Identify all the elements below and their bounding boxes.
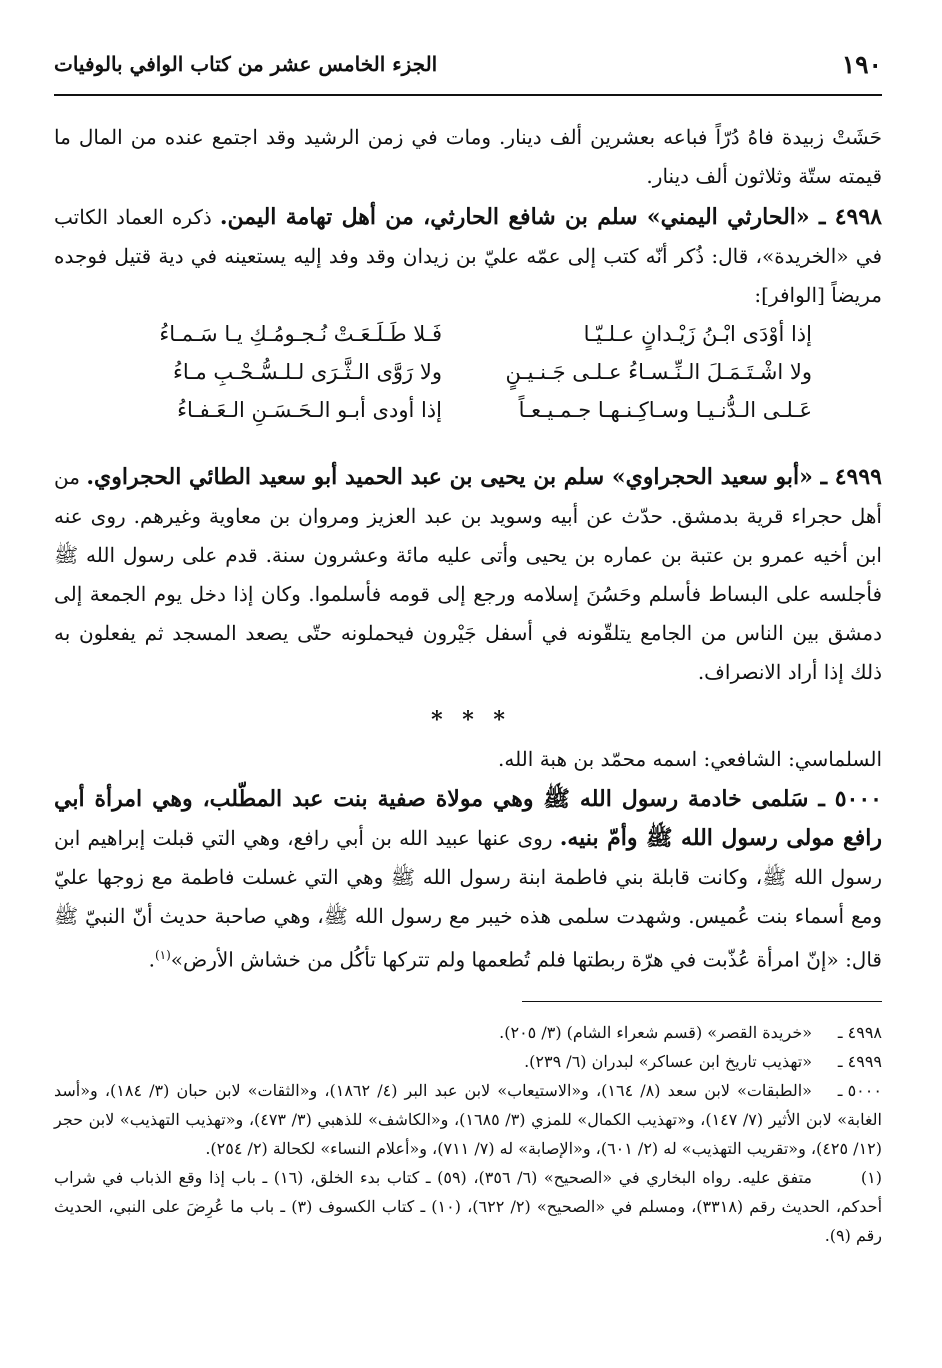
entry-4999 [54, 458, 882, 692]
header-rule [54, 94, 882, 96]
footnote [54, 1163, 882, 1250]
entry-5000-heading: ٥٠٠٠ ـ سَلمى خادمة رسول الله ﷺ وهي مولاة صفية بنت عبد المطّلب، وهي امرأة أبي رافع مولى رسول الله ﷺ وأمّ بنيه. [54, 786, 882, 851]
footnotes [54, 1018, 882, 1250]
poem-verse [112, 322, 812, 360]
running-title: الجزء الخامس عشر من كتاب الوافي بالوفيات [54, 52, 438, 76]
footnote-text: «تهذيب تاريخ ابن عساكر» لبدران (٦/ ٢٣٩). [524, 1052, 812, 1071]
poem [112, 322, 812, 436]
verse-second-hemistich: فَـلا طَـلَـعَـتْ نُـجـومُـكِ يـا سَـمـاءُ [159, 322, 442, 346]
poem-verse [112, 360, 812, 398]
footnote-rule [522, 1001, 882, 1002]
footnote [54, 1047, 882, 1076]
footnote [54, 1018, 882, 1047]
entry-4998-heading: ٤٩٩٨ ـ «الحارثي اليمني» سلم بن شافع الحارثي، من أهل تهامة اليمن. [219, 204, 882, 230]
entry-5000-end: . [148, 947, 155, 972]
running-header [54, 44, 882, 84]
verse-second-hemistich: ولا رَوَّى الـثَّـرَى لـلـسُّـحْـبِ مـاءُ [173, 360, 442, 384]
entry-4998-text: ذكره العماد الكاتب في «الخريدة»، قال: ذُكر أنّه كتب إلى عمّه عليّ بن زيدان وقد وفد إليه يستعينه في دية قتيل فوجده مريضاً [الوافر]: [54, 205, 882, 307]
entry-5000 [54, 780, 882, 980]
verse-first-hemistich: إذا أوْدَى ابْـنُ زَيْـدانٍ عـلـيّـا [583, 322, 812, 346]
verse-second-hemistich: إذا أودى أبـو الـحَـسَـنِ الـعَـفـاءُ [177, 398, 442, 422]
footnote-text: «خريدة القصر» (قسم شعراء الشام) (٣/ ٢٠٥). [499, 1023, 812, 1042]
footnote-label: (١) [860, 1168, 882, 1187]
paragraph-continuation: حَشَتْ زبيدة فاهُ دُرّاً فباعه بعشرين ألف دينار. ومات في زمن الرشيد وقد اجتمع عنده من المال ما قيمته ستّة وثلاثون ألف دينار. [54, 125, 882, 188]
cross-reference: السلماسي: الشافعي: اسمه محمّد بن هبة الله. [497, 747, 882, 771]
page-number: ١٩٠ [841, 50, 882, 79]
footnote-label: ٤٩٩٩ ـ [837, 1052, 882, 1071]
entry-4999-heading: ٤٩٩٩ ـ «أبو سعيد الحجراوي» سلم بن يحيى بن عبد الحميد أبو سعيد الطائي الحجراوي. [86, 464, 882, 490]
footnote-ref: (١) [154, 948, 171, 962]
verse-first-hemistich: عَـلـى الـدُّنـيـا وسـاكِـنـهـا جـمـيـعـاً [518, 398, 812, 422]
verse-first-hemistich: ولا اشْـتَـمَـلَ الـنِّـسـاءُ عـلـى جَـنـيـنٍ [505, 360, 812, 384]
footnote [54, 1076, 882, 1163]
footnote-label: ٤٩٩٨ ـ [837, 1023, 882, 1042]
poem-verse [112, 398, 812, 436]
footnote-text: «الطبقات» لابن سعد (٨/ ١٦٤)، و«الاستيعاب» لابن عبد البر (٤/ ١٨٦٢)، و«الثقات» لابن حبان (٣/ ١٨٤)، و«أسد الغابة» لابن الأثير (٧/ ١٤٧)، و«تهذيب الكمال» للمزي (٣/ ١٦٨٥)، و«الكاشف» للذهبي (٣/ ٤٧٣)، و«تهذيب التهذيب» لابن حجر (١٢/ ٤٢٥)، و«تقريب التهذيب» له (٢/ ٦٠١)، و«الإصابة» له (٧/ ٧١١)، و«أعلام النساء» لكحالة (٢/ ٢٥٤). [54, 1081, 882, 1158]
section-separator: * * * [431, 707, 511, 733]
footnote-label: ٥٠٠٠ ـ [837, 1081, 882, 1100]
footnote-text: متفق عليه. رواه البخاري في «الصحيح» (٦/ ٣٥٦)، (٥٩) ـ كتاب بدء الخلق، (١٦) ـ باب إذا وقع الذباب في شراب أحدكم، الحديث رقم (٣٣١٨)، ومسلم في «الصحيح» (٢/ ٦٢٢)، (١٠) ـ كتاب الكسوف (٣) ـ باب ما عُرِضَ على النبي، الحديث رقم (٩). [54, 1168, 883, 1245]
entry-5000-text: روى عنها عبيد الله بن أبي رافع، وهي التي قبلت إبراهيم ابن رسول الله ﷺ، وكانت قابلة بني فاطمة ابنة رسول الله ﷺ وهي التي غسلت فاطمة مع زوجها عليّ ومع أسماء بنت عُميس. وشهدت سلمى هذه خيبر مع رسول الله ﷺ، وهي صاحبة حديث أنّ النبيّ ﷺ قال: «إنّ امرأة عُذّبت في هرّة ربطتها فلم تُطعمها ولم تتركها تأكُل من خشاش الأرض» [54, 826, 882, 972]
entry-4999-text: من أهل حجراء قرية بدمشق. حدّث عن أبيه وسويد بن عبد العزيز ومروان بن معاوية وغيرهم. روى عنه ابن أخيه عمرو بن عتبة بن عماره بن يحيى وأتى عليه مائة وعشرون سنة. قدم على رسول الله ﷺ فأجلسه على البساط فأسلم وحَسُنَ إسلامه ورجع إلى قومه فأسلموا. وكان إذا دخل يوم الجمعة إلى دمشق بين الناس من الجامع يتلقّونه في أسفل جَيْرون فيحملونه حتّى يصعد المسجد ثم يفعلون به ذلك إذا أراد الانصراف. [54, 465, 882, 684]
entry-4998 [54, 198, 882, 315]
